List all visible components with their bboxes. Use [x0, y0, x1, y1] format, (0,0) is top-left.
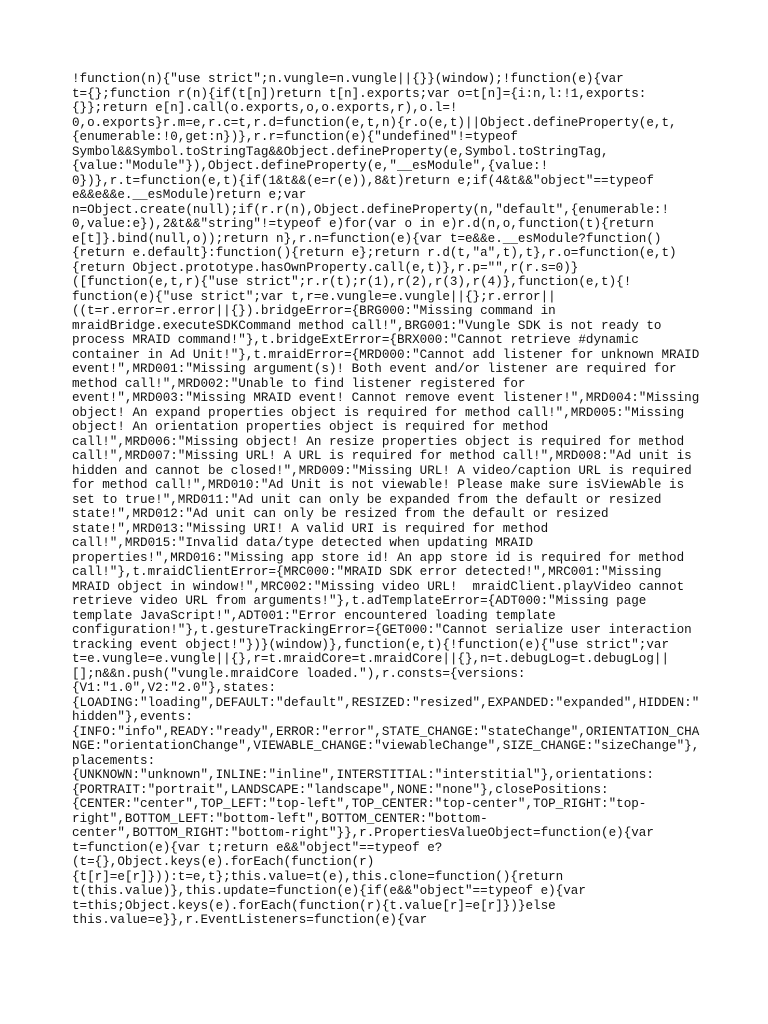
code-line: {INFO:"info",READY:"ready",ERROR:"error",STATE_CHANGE:"stateChange",ORIENTATION_CHA [72, 724, 700, 739]
code-line: tracking event object!"})}(window)},function(e,t){!function(e){"use strict";var [72, 637, 670, 652]
source-code-text [72, 72, 712, 928]
code-line: {V1:"1.0",V2:"2.0"},states: [72, 681, 277, 695]
code-line: event!",MRD003:"Missing MRAID event! Cannot remove event listener!",MRD004:"Missing [72, 391, 700, 405]
code-line: {PORTRAIT:"portrait",LANDSCAPE:"landscape",NONE:"none"},closePositions: [72, 782, 609, 797]
code-line: call!",MRD006:"Missing object! An resize properties object is required for method [72, 434, 685, 449]
code-line: function(e){"use strict";var t,r=e.vungle=e.vungle||{};r.error|| [72, 289, 556, 304]
code-line: 0,o.exports}r.m=e,r.c=t,r.d=function(e,t,n){r.o(e,t)||Object.defineProperty(e,t, [72, 115, 677, 130]
code-line: center",BOTTOM_RIGHT:"bottom-right"}},r.PropertiesValueObject=function(e){var [72, 826, 654, 840]
code-line: {enumerable:!0,get:n})},r.r=function(e){"undefined"!=typeof [72, 130, 518, 144]
code-line: this.value=e}},r.EventListeners=function(e){var [72, 913, 428, 927]
code-line: e[t]}.bind(null,o));return n},r.n=function(e){var t=e&&e.__esModule?function() [72, 231, 662, 246]
code-line: hidden and cannot be closed!",MRD009:"Missing URL! A video/caption URL is required [72, 463, 692, 478]
code-line: NGE:"orientationChange",VIEWABLE_CHANGE:"viewableChange",SIZE_CHANGE:"sizeChange"}, [72, 739, 700, 753]
code-line: mraidBridge.executeSDKCommand method call!",BRG001:"Vungle SDK is not ready to [72, 318, 662, 333]
code-line: process MRAID command!"},t.bridgeExtError={BRX000:"Cannot retrieve #dynamic [72, 333, 639, 347]
code-line: call!"},t.mraidClientError={MRC000:"MRAID SDK error detected!",MRC001:"Missing [72, 565, 662, 579]
code-line: 0,value:e}),2&t&&"string"!=typeof e)for(var o in e)r.d(n,o,function(t){return [72, 217, 654, 231]
code-line: template JavaScript!",ADT001:"Error encountered loading template [72, 608, 556, 623]
code-line: [];n&&n.push("vungle.mraidCore loaded."),r.consts={versions: [72, 666, 526, 681]
code-line: event!",MRD001:"Missing argument(s)! Both event and/or listener are required for [72, 362, 677, 376]
code-line: Symbol&&Symbol.toStringTag&&Object.defineProperty(e,Symbol.toStringTag, [72, 144, 609, 159]
code-line: {return e.default}:function(){return e};return r.d(t,"a",t),t},r.o=function(e,t) [72, 246, 677, 260]
code-line: MRAID object in window!",MRC002:"Missing video URL! mraidClient.playVideo cannot [72, 579, 685, 594]
code-line: {}};return e[n].call(o.exports,o,o.exports,r),o.l=! [72, 101, 458, 115]
code-line: ((t=r.error=r.error||{}).bridgeError={BRG000:"Missing command in [72, 304, 556, 318]
code-line: 0})},r.t=function(e,t){if(1&t&&(e=r(e)),8&t)return e;if(4&t&&"object"==typeof [72, 173, 654, 188]
code-line: right",BOTTOM_LEFT:"bottom-left",BOTTOM_CENTER:"bottom- [72, 811, 488, 826]
code-line: ([function(e,t,r){"use strict";r.r(t);r(1),r(2),r(3),r(4)},function(e,t){! [72, 275, 632, 289]
code-line: call!",MRD015:"Invalid data/type detected when updating MRAID [72, 536, 534, 550]
code-line: retrieve video URL from arguments!"},t.adTemplateError={ADT000:"Missing page [72, 594, 647, 608]
code-line: (t={},Object.keys(e).forEach(function(r) [72, 855, 375, 869]
code-line: !function(n){"use strict";n.vungle=n.vungle||{}}(window);!function(e){var [72, 72, 624, 86]
code-line: container in Ad Unit!"},t.mraidError={MRD000:"Cannot add listener for unknown MRAID [72, 347, 700, 362]
code-line: t=e.vungle=e.vungle||{},r=t.mraidCore=t.mraidCore||{},n=t.debugLog=t.debugLog|| [72, 652, 670, 666]
code-line: properties!",MRD016:"Missing app store id! An app store id is required for method [72, 550, 685, 565]
code-line: object! An orientation properties object is required for method [72, 420, 549, 434]
code-line: object! An expand properties object is required for method call!",MRD005:"Missing [72, 405, 685, 420]
code-line: configuration!"},t.gestureTrackingError={GET000:"Cannot serialize user interaction [72, 623, 692, 637]
code-line: e&&e&&e.__esModule)return e;var [72, 188, 307, 202]
code-line: {return Object.prototype.hasOwnProperty.call(e,t)},r.p="",r(r.s=0)} [72, 260, 579, 275]
code-line: t=function(e){var t;return e&&"object"==typeof e? [72, 840, 443, 855]
code-line: {value:"Module"}),Object.defineProperty(e,"__esModule",{value:! [72, 159, 549, 173]
code-line: t={};function r(n){if(t[n])return t[n].exports;var o=t[n]={i:n,l:!1,exports: [72, 86, 647, 101]
code-line: t=this;Object.keys(e).forEach(function(r){t.value[r]=e[r]})}else [72, 898, 556, 913]
code-line: {t[r]=e[r]})):t=e,t};this.value=t(e),this.clone=function(){return [72, 869, 564, 884]
code-line: {LOADING:"loading",DEFAULT:"default",RESIZED:"resized",EXPANDED:"expanded",HIDDEN:" [72, 695, 700, 710]
code-line: t(this.value)},this.update=function(e){if(e&&"object"==typeof e){var [72, 884, 586, 898]
code-line: {CENTER:"center",TOP_LEFT:"top-left",TOP_CENTER:"top-center",TOP_RIGHT:"top- [72, 797, 647, 811]
code-line: call!",MRD007:"Missing URL! A URL is required for method call!",MRD008:"Ad unit is [72, 449, 692, 463]
code-line: state!",MRD013:"Missing URI! A valid URI is required for method [72, 521, 549, 536]
code-line: hidden"},events: [72, 710, 193, 724]
code-line: state!",MRD012:"Ad unit can only be resized from the default or resized [72, 507, 609, 521]
code-line: {UNKNOWN:"unknown",INLINE:"inline",INTERSTITIAL:"interstitial"},orientations: [72, 768, 654, 782]
code-line: placements: [72, 753, 156, 768]
code-line: n=Object.create(null);if(r.r(n),Object.defineProperty(n,"default",{enumerable:! [72, 202, 670, 217]
code-line: method call!",MRD002:"Unable to find listener registered for [72, 376, 526, 391]
code-line: for method call!",MRD010:"Ad Unit is not viewable! Please make sure isViewAble is [72, 478, 685, 492]
code-line: set to true!",MRD011:"Ad unit can only be expanded from the default or resized [72, 492, 662, 507]
